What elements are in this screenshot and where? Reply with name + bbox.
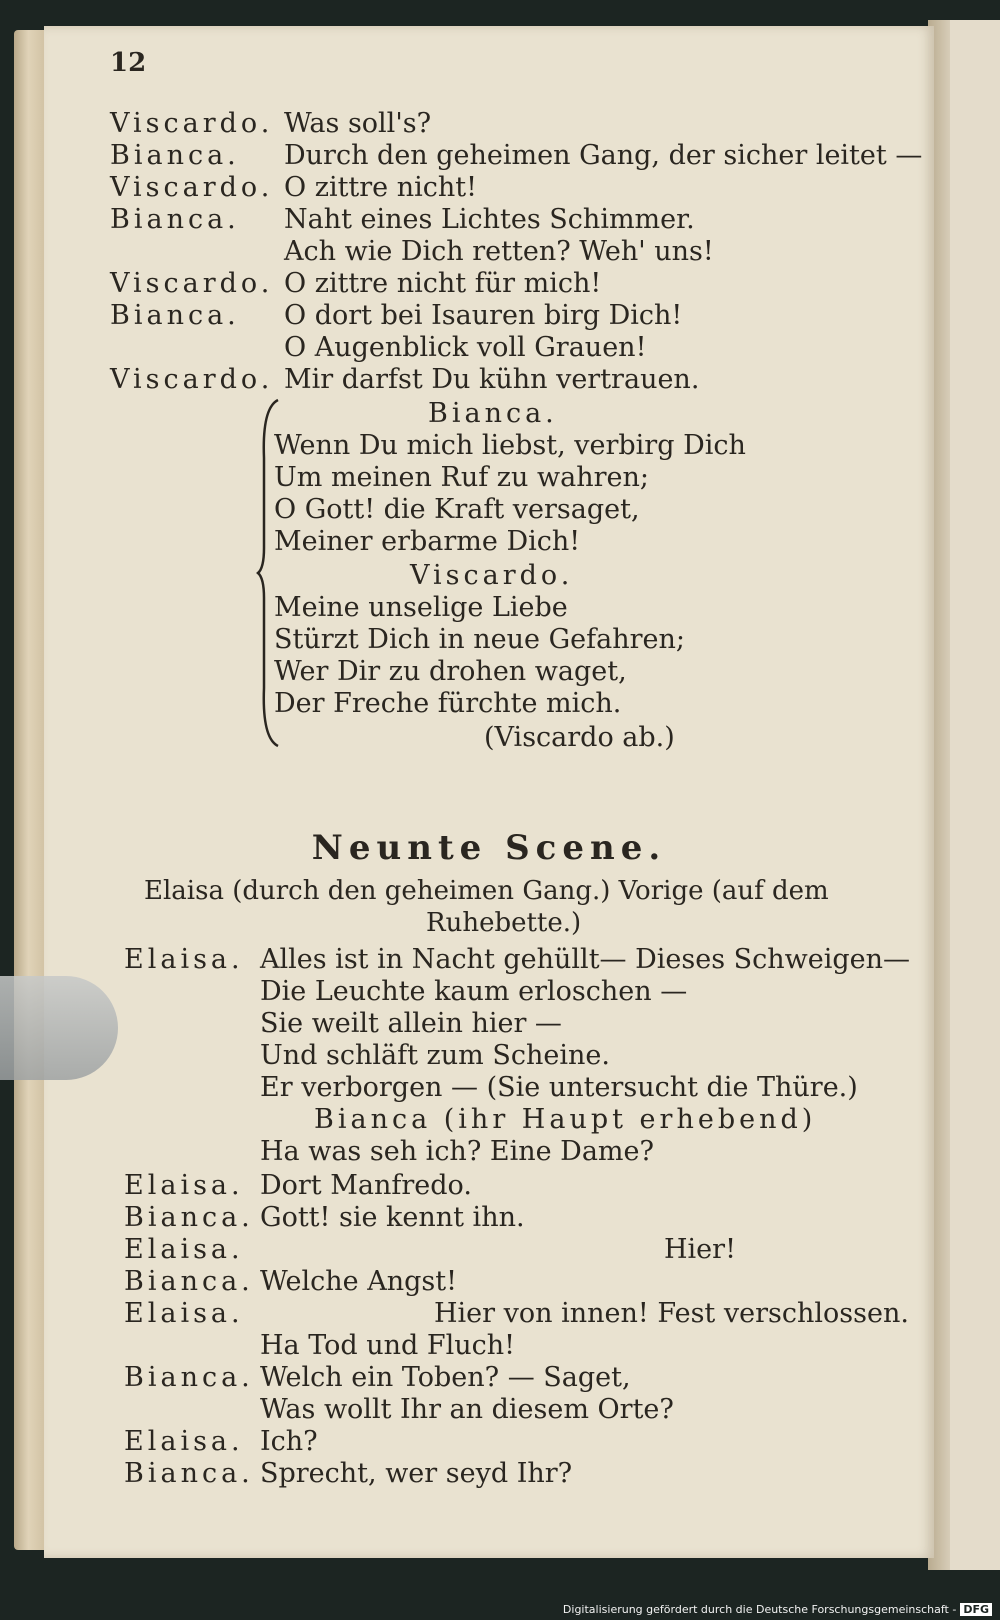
duet-line: Meine unselige Liebe <box>274 592 568 623</box>
speaker: Viscardo. <box>110 268 274 299</box>
dialogue-line: Ach wie Dich retten? Weh' uns! <box>284 236 714 267</box>
speaker: Bianca. <box>124 1202 254 1233</box>
speaker-direction: Bianca (ihr Haupt erhebend) <box>314 1104 817 1135</box>
facing-page-edge <box>946 20 1000 1570</box>
dialogue-line: O zittre nicht! <box>284 172 477 203</box>
speaker: Elaisa. <box>124 1170 244 1201</box>
duet-line: Der Freche fürchte mich. <box>274 688 622 719</box>
dialogue-line: Gott! sie kennt ihn. <box>260 1202 525 1233</box>
dialogue-line: O zittre nicht für mich! <box>284 268 602 299</box>
speaker: Viscardo. <box>110 108 274 139</box>
footer-credit <box>563 1603 992 1616</box>
dialogue-line: Hier von innen! Fest verschlossen. <box>434 1298 909 1329</box>
speaker: Elaisa. <box>124 1298 244 1329</box>
dialogue-line: Was soll's? <box>284 108 432 139</box>
scene-heading: Neunte Scene. <box>311 828 667 868</box>
speaker: Bianca. <box>110 204 240 235</box>
speaker: Elaisa. <box>124 944 244 975</box>
duet-line: Um meinen Ruf zu wahren; <box>274 462 649 493</box>
speaker: Bianca. <box>124 1458 254 1489</box>
duet-line: Stürzt Dich in neue Gefahren; <box>274 624 685 655</box>
duet-line: Meiner erbarme Dich! <box>274 526 581 557</box>
dfg-logo: DFG <box>960 1603 992 1616</box>
dialogue-line: Alles ist in Nacht gehüllt— Dieses Schweigen— <box>260 944 911 975</box>
duet-speaker-bianca: Bianca. <box>428 398 558 429</box>
duet-line: Wenn Du mich liebst, verbirg Dich <box>274 430 746 461</box>
duet-line: O Gott! die Kraft versaget, <box>274 494 640 525</box>
stage-direction: (Viscardo ab.) <box>484 722 675 753</box>
speaker: Bianca. <box>124 1266 254 1297</box>
dialogue-line: Ha was seh ich? Eine Dame? <box>260 1136 654 1167</box>
dialogue-line: Sie weilt allein hier — <box>260 1008 562 1039</box>
dialogue-line: Welche Angst! <box>260 1266 457 1297</box>
speaker: Bianca. <box>124 1362 254 1393</box>
duet-line: Wer Dir zu drohen waget, <box>274 656 627 687</box>
dialogue-line: Durch den geheimen Gang, der sicher leitet — <box>284 140 923 171</box>
footer-text: Digitalisierung gefördert durch die Deutsche Forschungsgemeinschaft - <box>562 1603 957 1616</box>
speaker: Elaisa. <box>124 1426 244 1457</box>
page-clip <box>0 976 118 1080</box>
dialogue-line: Die Leuchte kaum erloschen — <box>260 976 688 1007</box>
duet-speaker-viscardo: Viscardo. <box>410 560 574 591</box>
page-number: 12 <box>110 48 147 78</box>
speaker: Viscardo. <box>110 364 274 395</box>
dialogue-line: Ha Tod und Fluch! <box>260 1330 516 1361</box>
dialogue-line: Und schläft zum Scheine. <box>260 1040 610 1071</box>
speaker: Bianca. <box>110 140 240 171</box>
scene-intro: Ruhebette.) <box>426 908 582 938</box>
speaker: Elaisa. <box>124 1234 244 1265</box>
dialogue-line: Naht eines Lichtes Schimmer. <box>284 204 695 235</box>
dialogue-line: O Augenblick voll Grauen! <box>284 332 647 363</box>
dialogue-line: Ich? <box>260 1426 318 1457</box>
dialogue-line: Hier! <box>664 1234 736 1265</box>
dialogue-line: Welch ein Toben? — Saget, <box>260 1362 631 1393</box>
speaker: Viscardo. <box>110 172 274 203</box>
dialogue-line: O dort bei Isauren birg Dich! <box>284 300 683 331</box>
book-page <box>44 26 934 1558</box>
dialogue-line: Er verborgen — (Sie untersucht die Thüre.) <box>260 1072 858 1103</box>
dialogue-line: Dort Manfredo. <box>260 1170 472 1201</box>
dialogue-line: Mir darfst Du kühn vertrauen. <box>284 364 700 395</box>
speaker: Bianca. <box>110 300 240 331</box>
scene-intro: Elaisa (durch den geheimen Gang.) Vorige (auf dem <box>144 876 829 906</box>
dialogue-line: Was wollt Ihr an diesem Orte? <box>260 1394 674 1425</box>
dialogue-line: Sprecht, wer seyd Ihr? <box>260 1458 573 1489</box>
